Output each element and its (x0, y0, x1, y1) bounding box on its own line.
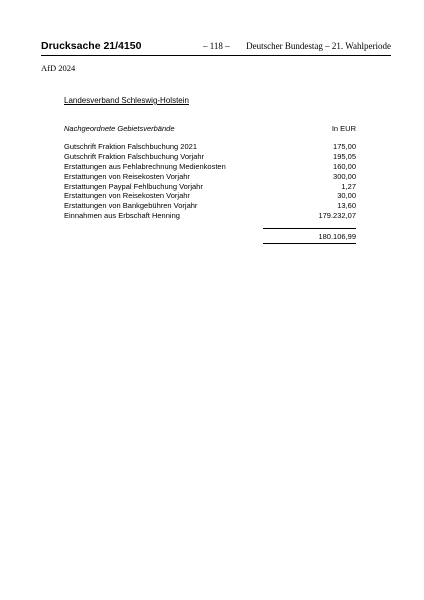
column-header-category: Nachgeordnete Gebietsverbände (64, 124, 175, 133)
header-divider (41, 55, 391, 56)
sum-rule-top (263, 228, 356, 229)
item-amount: 179.232,07 (318, 211, 356, 221)
item-amount: 160,00 (333, 161, 356, 171)
column-header-currency: In EUR (331, 124, 356, 133)
list-item (64, 182, 356, 192)
item-amount: 175,00 (333, 142, 356, 151)
list-item (64, 162, 356, 172)
item-amount: 1,27 (341, 181, 356, 191)
list-item (64, 191, 356, 201)
item-amount: 300,00 (333, 171, 356, 181)
item-label: Gutschrift Fraktion Falschbuchung 2021 (64, 142, 197, 151)
list-item (64, 152, 356, 162)
item-label: Erstattungen von Reisekosten Vorjahr (64, 171, 190, 181)
list-item (64, 172, 356, 182)
item-label: Erstattungen aus Fehlabrechnung Medienkosten (64, 161, 226, 171)
page-number: – 118 – (203, 41, 230, 51)
item-label: Einnahmen aus Erbschaft Henning (64, 211, 180, 221)
section-title: Landesverband Schleswig-Holstein (64, 96, 189, 105)
item-amount: 30,00 (337, 191, 356, 201)
page-header (41, 40, 391, 54)
list-item (64, 201, 356, 211)
report-subheader: AfD 2024 (41, 63, 76, 73)
sum-rule-bottom (263, 243, 356, 244)
item-label: Gutschrift Fraktion Falschbuchung Vorjahr (64, 151, 205, 161)
list-item (64, 211, 356, 221)
item-label: Erstattungen Paypal Fehlbuchung Vorjahr (64, 181, 203, 191)
income-list (64, 142, 356, 221)
total-amount: 180.106,99 (318, 232, 356, 241)
item-label: Erstattungen von Bankgebühren Vorjahr (64, 201, 198, 211)
parliament-period: Deutscher Bundestag – 21. Wahlperiode (246, 41, 391, 51)
list-item (64, 142, 356, 152)
document-number: Drucksache 21/4150 (41, 40, 142, 52)
item-amount: 195,05 (333, 151, 356, 161)
item-amount: 13,60 (337, 201, 356, 211)
item-label: Erstattungen von Reisekosten Vorjahr (64, 191, 190, 201)
